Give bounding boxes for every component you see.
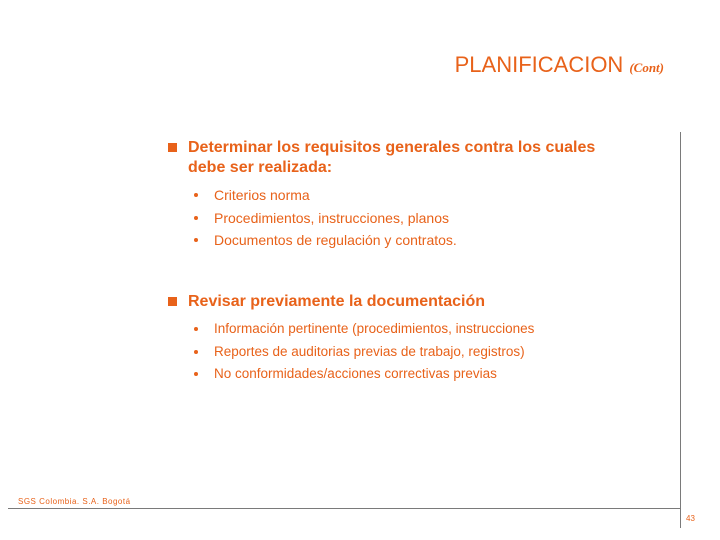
section-heading xyxy=(165,138,665,178)
list-item xyxy=(165,363,665,386)
list-item-text: Información pertinente (procedimientos, instrucciones xyxy=(214,321,535,336)
list-item xyxy=(165,229,665,252)
dot-bullet-icon xyxy=(194,216,198,220)
list-item-text: Reportes de auditorias previas de trabajo, registros) xyxy=(214,343,525,359)
vertical-rule xyxy=(680,132,681,528)
dot-bullet-icon xyxy=(194,350,198,354)
square-bullet-icon xyxy=(168,143,177,152)
square-bullet-icon xyxy=(168,297,177,306)
list-item xyxy=(165,184,665,207)
section-requirements xyxy=(165,138,665,252)
documentation-list xyxy=(165,318,665,386)
requirements-list xyxy=(165,184,665,252)
list-item xyxy=(165,341,665,364)
dot-bullet-icon xyxy=(194,238,198,242)
list-item-text: Documentos de regulación y contratos. xyxy=(214,232,457,248)
section-heading xyxy=(165,292,665,312)
list-item xyxy=(165,318,665,341)
title-text: PLANIFICACION xyxy=(454,52,624,77)
list-item-text: No conformidades/acciones correctivas previas xyxy=(214,366,497,381)
heading-line-2: debe ser realizada: xyxy=(188,159,333,176)
heading-text xyxy=(188,138,595,178)
page-number: 43 xyxy=(686,514,695,523)
list-item-text: Procedimientos, instrucciones, planos xyxy=(214,209,450,226)
dot-bullet-icon xyxy=(194,327,198,331)
list-item xyxy=(165,207,665,230)
dot-bullet-icon xyxy=(194,193,198,197)
heading-text: Revisar previamente la documentación xyxy=(188,293,485,310)
heading-line-1: Determinar los requisitos generales contra los cuales xyxy=(188,139,596,156)
dot-bullet-icon xyxy=(194,372,198,376)
slide-title xyxy=(455,52,664,78)
section-documentation xyxy=(165,292,665,386)
horizontal-rule xyxy=(8,508,681,509)
list-item-text: Criterios norma xyxy=(214,187,310,203)
footer-company: SGS Colombia. S.A. Bogotá xyxy=(18,497,131,506)
title-suffix: (Cont) xyxy=(629,60,664,75)
